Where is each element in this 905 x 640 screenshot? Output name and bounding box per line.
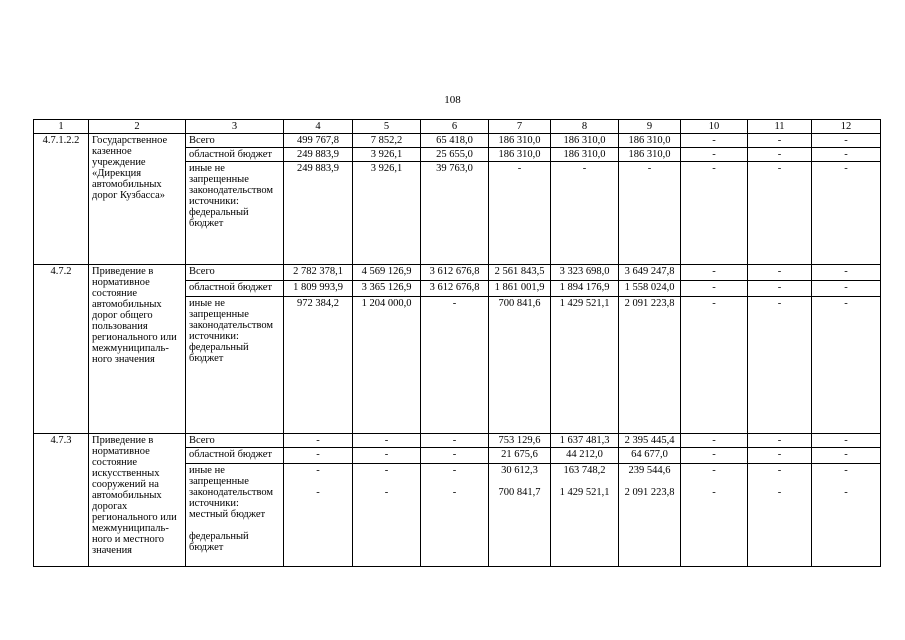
value-cell: - <box>812 281 881 297</box>
value-cell: - <box>748 265 812 281</box>
value-cell: - <box>284 434 353 448</box>
value-cell: - <box>421 434 489 448</box>
federal-budget-value: 2 091 223,8 <box>624 487 675 498</box>
funding-source-label: иные не запрещенные законодательством источники: <box>189 465 274 509</box>
local-budget-value: - <box>452 465 457 476</box>
value-cell: 186 310,0 <box>489 134 551 148</box>
value-cell: - <box>681 434 748 448</box>
item-code: 4.7.1.2.2 <box>34 134 89 265</box>
value-cell: 753 129,6 <box>489 434 551 448</box>
value-cell: 1 894 176,9 <box>551 281 619 297</box>
item-code: 4.7.3 <box>34 434 89 567</box>
value-cell: 186 310,0 <box>551 148 619 162</box>
value-cell: - <box>748 297 812 434</box>
value-cell: - <box>812 434 881 448</box>
column-number-11: 11 <box>748 120 812 134</box>
value-cell: - <box>421 448 489 464</box>
budget-table <box>33 119 881 567</box>
item-code: 4.7.2 <box>34 265 89 434</box>
federal-budget-value: - <box>316 487 320 498</box>
column-number-row <box>34 120 881 134</box>
table-row <box>34 134 881 148</box>
column-number-5: 5 <box>353 120 421 134</box>
column-number-10: 10 <box>681 120 748 134</box>
value-cell: - <box>812 162 881 265</box>
column-number-4: 4 <box>284 120 353 134</box>
federal-budget-value: - <box>777 487 782 498</box>
table-row <box>34 265 881 281</box>
column-number-1: 1 <box>34 120 89 134</box>
value-cell: 1 204 000,0 <box>353 297 421 434</box>
federal-budget-value: - <box>844 487 848 498</box>
value-cell: 972 384,2 <box>284 297 353 434</box>
funding-source: областной бюджет <box>186 281 284 297</box>
value-cell: 1 637 481,3 <box>551 434 619 448</box>
value-cell: 249 883,9 <box>284 148 353 162</box>
funding-source: областной бюджет <box>186 448 284 464</box>
column-number-12: 12 <box>812 120 881 134</box>
value-cell: - <box>681 281 748 297</box>
funding-source: Всего <box>186 265 284 281</box>
column-number-7: 7 <box>489 120 551 134</box>
local-budget-value: - <box>844 465 848 476</box>
page-number: 108 <box>444 94 461 106</box>
value-cell: 64 677,0 <box>619 448 681 464</box>
funding-source <box>186 297 284 434</box>
funding-source: областной бюджет <box>186 148 284 162</box>
federal-budget-value: 1 429 521,1 <box>559 487 610 498</box>
value-cell: 186 310,0 <box>619 134 681 148</box>
value-cell: 3 323 698,0 <box>551 265 619 281</box>
value-cell: - <box>812 148 881 162</box>
local-budget-value: 163 748,2 <box>563 465 606 476</box>
funding-source: Всего <box>186 134 284 148</box>
value-cell: - <box>681 134 748 148</box>
value-cell: - <box>812 297 881 434</box>
value-cell: - <box>748 448 812 464</box>
column-number-2: 2 <box>89 120 186 134</box>
value-cell: 3 612 676,8 <box>421 265 489 281</box>
value-cell: - <box>489 162 551 265</box>
funding-source <box>186 162 284 265</box>
value-cell: 2 091 223,8 <box>619 297 681 434</box>
column-number-3: 3 <box>186 120 284 134</box>
value-cell: 3 612 676,8 <box>421 281 489 297</box>
column-number-8: 8 <box>551 120 619 134</box>
value-cell: - <box>748 148 812 162</box>
table-row <box>34 434 881 448</box>
value-cell <box>489 464 551 567</box>
item-name: Государственное казенное учреждение «Дирекция автомобильных дорог Кузбасса» <box>89 134 186 265</box>
column-number-6: 6 <box>421 120 489 134</box>
value-cell: 1 558 024,0 <box>619 281 681 297</box>
local-budget-value: 239 544,6 <box>628 465 671 476</box>
value-cell: - <box>681 297 748 434</box>
funding-source <box>186 464 284 567</box>
funding-source-sub: федеральный бюджет <box>189 342 249 364</box>
federal-budget-value: 700 841,7 <box>498 487 541 498</box>
value-cell: 3 649 247,8 <box>619 265 681 281</box>
local-budget-value: - <box>777 465 782 476</box>
local-budget-value: - <box>712 465 716 476</box>
local-budget-value: 30 612,3 <box>501 465 538 476</box>
federal-budget-value: - <box>384 487 389 498</box>
federal-budget-value: - <box>712 487 716 498</box>
value-cell: - <box>681 448 748 464</box>
value-cell: 1 429 521,1 <box>551 297 619 434</box>
value-cell: 39 763,0 <box>421 162 489 265</box>
value-cell: - <box>681 148 748 162</box>
value-cell: 499 767,8 <box>284 134 353 148</box>
value-cell: 186 310,0 <box>551 134 619 148</box>
local-budget-value: - <box>384 465 389 476</box>
local-budget-label: местный бюджет <box>189 509 266 520</box>
item-name: Приведение в нормативное состояние автомобильных дорог общего пользования регионального или межмуниципаль-ного значения <box>89 265 186 434</box>
value-cell: - <box>812 134 881 148</box>
value-cell: - <box>748 434 812 448</box>
value-cell: 65 418,0 <box>421 134 489 148</box>
value-cell <box>812 464 881 567</box>
value-cell: - <box>619 162 681 265</box>
value-cell: 3 926,1 <box>353 148 421 162</box>
value-cell: - <box>812 265 881 281</box>
value-cell: 1 861 001,9 <box>489 281 551 297</box>
value-cell <box>421 464 489 567</box>
value-cell: 700 841,6 <box>489 297 551 434</box>
value-cell: - <box>748 134 812 148</box>
value-cell: - <box>681 265 748 281</box>
value-cell: 21 675,6 <box>489 448 551 464</box>
value-cell <box>353 464 421 567</box>
value-cell: - <box>748 162 812 265</box>
item-name: Приведение в нормативное состояние искусственных сооружений на автомобильных дорогах регионального или межмуниципаль-ного и местного значения <box>89 434 186 567</box>
value-cell: 44 212,0 <box>551 448 619 464</box>
value-cell: - <box>812 448 881 464</box>
value-cell: 25 655,0 <box>421 148 489 162</box>
federal-budget-value: - <box>452 487 457 498</box>
value-cell: 186 310,0 <box>489 148 551 162</box>
value-cell: 186 310,0 <box>619 148 681 162</box>
value-cell <box>681 464 748 567</box>
value-cell: 2 395 445,4 <box>619 434 681 448</box>
funding-source: Всего <box>186 434 284 448</box>
funding-source-label: иные не запрещенные законодательством источники: <box>189 163 274 207</box>
value-cell: - <box>681 162 748 265</box>
value-cell: 249 883,9 <box>284 162 353 265</box>
column-number-9: 9 <box>619 120 681 134</box>
value-cell: 4 569 126,9 <box>353 265 421 281</box>
value-cell <box>748 464 812 567</box>
value-cell: 2 561 843,5 <box>489 265 551 281</box>
value-cell: - <box>748 281 812 297</box>
value-cell <box>551 464 619 567</box>
value-cell: - <box>353 448 421 464</box>
funding-source-label: иные не запрещенные законодательством источники: <box>189 298 274 342</box>
value-cell: 3 926,1 <box>353 162 421 265</box>
funding-source-sub: федеральный бюджет <box>189 207 249 229</box>
local-budget-value: - <box>316 465 320 476</box>
federal-budget-label: федеральный бюджет <box>189 531 249 553</box>
value-cell: - <box>353 434 421 448</box>
value-cell: 3 365 126,9 <box>353 281 421 297</box>
value-cell <box>284 464 353 567</box>
value-cell: 2 782 378,1 <box>284 265 353 281</box>
value-cell: - <box>284 448 353 464</box>
value-cell: - <box>551 162 619 265</box>
value-cell: - <box>421 297 489 434</box>
value-cell: 7 852,2 <box>353 134 421 148</box>
value-cell: 1 809 993,9 <box>284 281 353 297</box>
value-cell <box>619 464 681 567</box>
